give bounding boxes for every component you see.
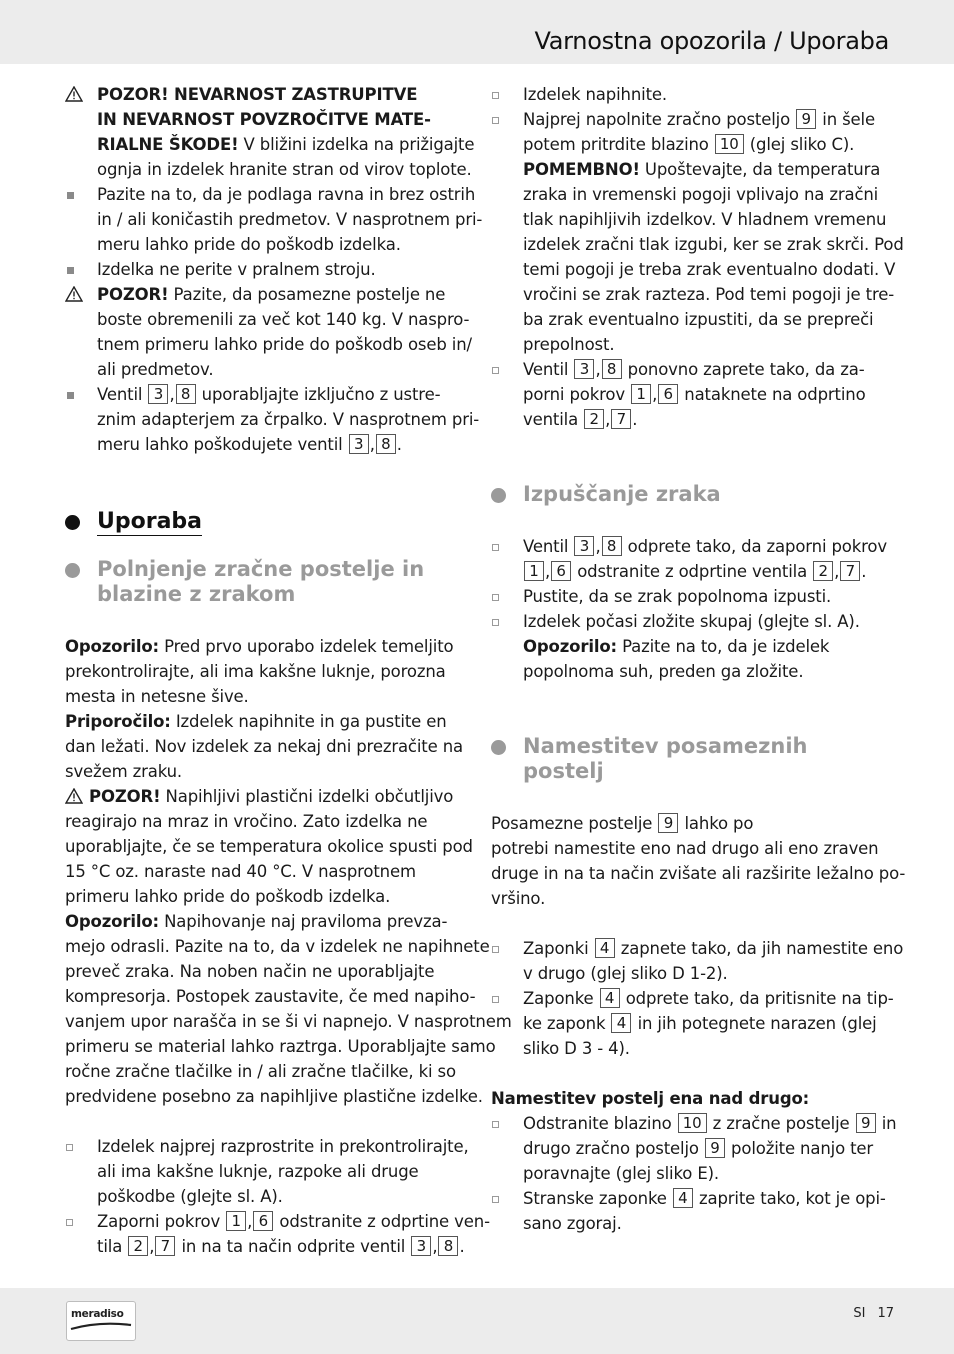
list-item: Izdelek najprej razprostrite in prekontrolirajte, ali ima kakšne luknje, razpoke ali druge poškodbe (glejte sl. A). [65,1134,465,1209]
list-item: Ventil 3 , 8 odprete tako, da zaporni pokrov 1 , 6 odstranite z odprtine ventila 2 , 7 . [491,534,891,584]
bullet-dot-icon [491,488,506,503]
part-number: 9 [796,109,816,129]
warning-poisoning: POZOR! NEVARNOST ZASTRUPITVE IN NEVARNOST POVZROČITVE MATE- RIALNE ŠKODE! V bližini izdelka na prižigajte ognja in izdelek hranite stran od virov toplote. [65,82,465,182]
list-item: Izdelek napihnite. [491,82,891,107]
part-number: 3 [574,536,594,556]
square-bullet-icon [67,392,74,399]
part-number: 10 [715,134,744,154]
part-number: 4 [600,988,620,1008]
part-number: 6 [551,561,571,581]
paragraph-note: Opozorilo: Napihovanje naj praviloma prevza- mejo odrasli. Pazite na to, da v izdelek ne napihnete preveč zraka. Na noben način ne uporabljajte kompresorja. Postopek zaustavite, če med napiho- vanjem upor narašča in se ši vi napnejo. V nasprotnem primeru se material lahko raztrga. Uporabljajte samo ročne zračne tlačilke in / ali zračne tlačilke, ki so predvidene posebno za napihljive plastične izdelke. [65,912,512,1106]
list-item: Ventil 3 , 8 uporabljajte izključno z ustre- znim adapterjem za črpalko. V nasprotnem pri- meru lahko poškodujete ventil 3 , 8 . [65,382,465,457]
list-item: Pustite, da se zrak popolnoma izpusti. [491,584,891,609]
part-number: 4 [595,938,615,958]
footer-info [841,1306,894,1321]
checkbox-bullet-icon [492,544,499,551]
page-footer [0,1288,954,1354]
part-number: 1 [524,561,544,581]
list-item: Pazite na to, da je podlaga ravna in brez ostrih in / ali koničastih predmetov. V nasprotnem pri- meru lahko pride do poškodb izdelka. [65,182,465,257]
list-item: Odstranite blazino 10 z zračne postelje 9 in drugo zračno posteljo 9 položite nanjo ter poravnajte (glej sliko E). [491,1111,891,1186]
list-item: Izdelka ne perite v pralnem stroju. [65,257,465,282]
subsection-heading: Polnjenje zračne postelje in blazine z zrakom [65,557,465,607]
part-number: 9 [856,1113,876,1133]
list-item: Ventil 3 , 8 ponovno zaprete tako, da za- porni pokrov 1 , 6 nataknete na odprtino ventila 2 , 7 . [491,357,891,432]
checkbox-bullet-icon [66,1219,73,1226]
page-number: 17 [877,1306,894,1321]
checkbox-bullet-icon [492,117,499,124]
square-bullet-icon [67,192,74,199]
bullet-dot-icon [65,515,80,530]
part-number: 6 [253,1211,273,1231]
checkbox-bullet-icon [492,946,499,953]
checkbox-bullet-icon [492,594,499,601]
warning-triangle-icon [65,788,83,804]
brand-logo: meradiso [66,1301,136,1341]
bold-heading: Namestitev postelj ena nad drugo: [491,1089,810,1108]
part-number: 3 [411,1236,431,1256]
subsection-heading: Namestitev posameznih postelj [491,734,891,784]
warning-triangle-icon [65,86,83,102]
right-column [491,82,906,1236]
checkbox-bullet-icon [492,1121,499,1128]
paragraph-recommendation: Priporočilo: Izdelek napihnite in ga pustite en dan ležati. Nov izdelek za nekaj dni prezračite na svežem zraku. [65,712,463,781]
warning-triangle-icon [65,286,83,302]
part-number: 1 [226,1211,246,1231]
checkbox-bullet-icon [492,996,499,1003]
part-number: 7 [840,561,860,581]
part-number: 8 [438,1236,458,1256]
part-number: 3 [574,359,594,379]
list-item: Stranske zaponke 4 zaprite tako, kot je opi- sano zgoraj. [491,1186,891,1236]
part-number: 3 [148,384,168,404]
bullet-dot-icon [491,740,506,755]
list-item: Zaponke 4 odprete tako, da pritisnite na tip- ke zaponk 4 in jih potegnete narazen (glej sliko D 3 - 4). [491,986,891,1061]
subsection-heading: Izpuščanje zraka [491,482,891,507]
swoosh-icon [69,1319,133,1333]
checkbox-bullet-icon [492,1196,499,1203]
bullet-dot-icon [65,563,80,578]
part-number: 3 [349,434,369,454]
page-header [0,0,954,64]
list-item: Izdelek počasi zložite skupaj (glejte sl. A). Opozorilo: Pazite na to, da je izdelek popolnoma suh, preden ga zložite. [491,609,891,684]
part-number: 2 [584,409,604,429]
part-number: 8 [376,434,396,454]
section-heading: Uporaba [65,507,202,537]
language-code: SI [853,1306,866,1321]
part-number: 1 [631,384,651,404]
part-number: 2 [128,1236,148,1256]
checkbox-bullet-icon [66,1144,73,1151]
part-number: 2 [813,561,833,581]
checkbox-bullet-icon [492,619,499,626]
part-number: 9 [705,1138,725,1158]
part-number: 8 [602,359,622,379]
paragraph: Posamezne postelje 9 lahko po potrebi namestite eno nad drugo ali eno zraven druge in na ta način zvišate ali razširite ležalno po- vršino. [491,814,906,908]
list-item: Najprej napolnite zračno posteljo 9 in šele potem pritrdite blazino 10 (glej sliko C). POMEMBNO! Upoštevajte, da temperatura zraka in vremenski pogoji vplivajo na zračni tlak napihljivih izdelkov. V hladnem vremenu izdelek zračni tlak izgubi, ker se zrak skrči. Pod temi pogoji je treba zrak eventualno dodati. V vročini se zrak razteza. Pod temi pogoji je tre- ba zrak eventualno izpustiti, da se prepreči prepolnost. [491,107,891,357]
part-number: 7 [155,1236,175,1256]
page-title: Varnostna opozorila / Uporaba [534,27,889,55]
checkbox-bullet-icon [492,367,499,374]
part-number: 8 [176,384,196,404]
warning-load: POZOR! Pazite, da posamezne postelje ne boste obremenili za več kot 140 kg. V naspro- tnem primeru lahko pride do poškodb oseb in/ ali predmetov. [65,282,465,382]
left-column [65,82,512,1259]
part-number: 4 [611,1013,631,1033]
paragraph-note: Opozorilo: Pred prvo uporabo izdelek temeljito prekontrolirajte, ali ima kakšne luknje, porozna mesta in netesne šive. [65,637,454,706]
part-number: 7 [611,409,631,429]
checkbox-bullet-icon [492,92,499,99]
list-item: Zaponki 4 zapnete tako, da jih namestite eno v drugo (glej sliko D 1-2). [491,936,891,986]
part-number: 9 [658,813,678,833]
part-number: 6 [658,384,678,404]
paragraph-warning: POZOR! Napihljivi plastični izdelki občutljivo reagirajo na mraz in vročino. Zato izdelka ne uporabljajte, če se temperatura okolice spusti pod 15 °C oz. naraste nad 40 °C. V nasprotnem primeru lahko pride do poškodb izdelka. [65,787,473,906]
part-number: 10 [678,1113,707,1133]
list-item: Zaporni pokrov 1 , 6 odstranite z odprtine ven- tila 2 , 7 in na ta način odprite ventil 3 , 8 . [65,1209,465,1259]
square-bullet-icon [67,267,74,274]
part-number: 4 [673,1188,693,1208]
part-number: 8 [602,536,622,556]
